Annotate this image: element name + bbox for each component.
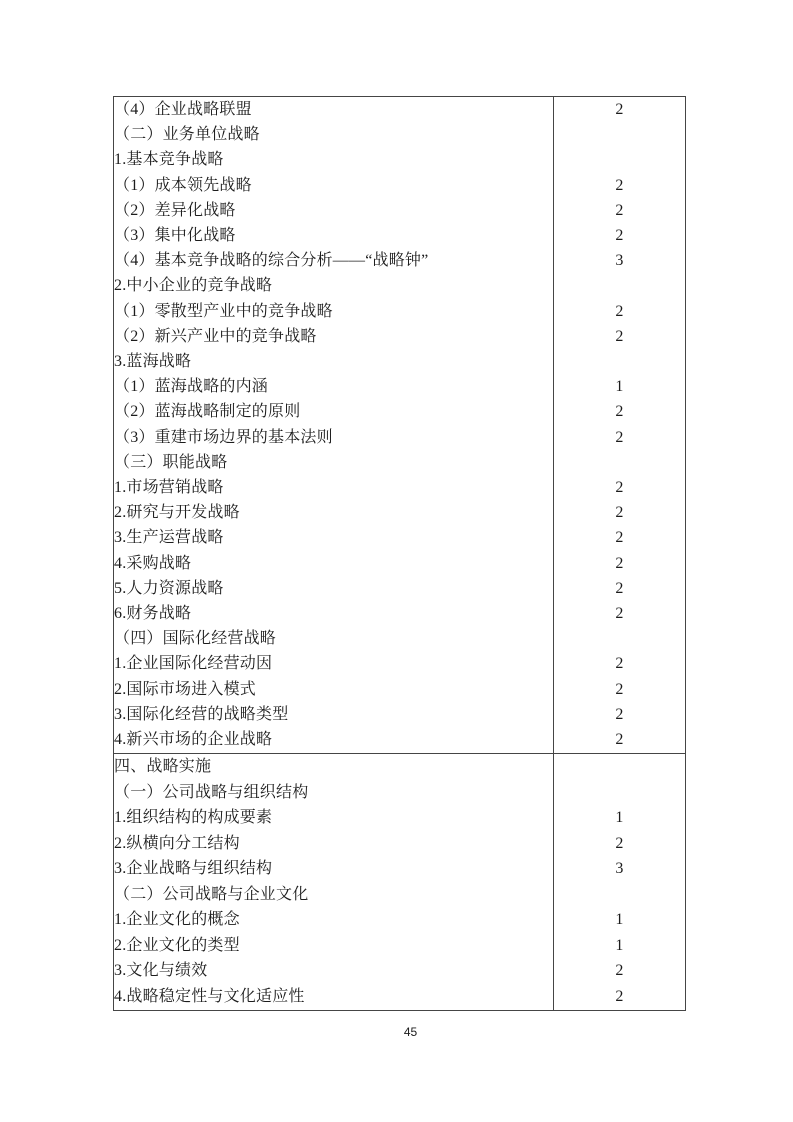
topic-line: 1.基本竞争战略: [114, 151, 224, 169]
topic-line: 1.组织结构的构成要素: [114, 809, 273, 827]
topic-line: 4.采购战略: [114, 554, 192, 572]
score-line: [554, 147, 685, 172]
score-line: 1: [615, 378, 624, 396]
table-section-row: [114, 754, 686, 1011]
score-line: 1: [615, 936, 624, 954]
score-line: [554, 273, 685, 298]
topic-line: 3.国际化经营的战略类型: [114, 705, 289, 723]
topic-cell: [114, 97, 554, 754]
topic-line: （4）基本竞争战略的综合分析——“战略钟”: [114, 252, 429, 270]
topic-line: 2.国际市场进入模式: [114, 680, 257, 698]
score-line: 2: [615, 428, 624, 446]
score-line: 2: [615, 962, 624, 980]
topic-line: 4.战略稳定性与文化适应性: [114, 987, 305, 1005]
table-section-row: [114, 97, 686, 754]
score-line: 2: [615, 302, 624, 320]
topic-line: 2.企业文化的类型: [114, 936, 240, 954]
score-line: 1: [615, 911, 624, 929]
topic-line: 3.蓝海战略: [114, 353, 192, 371]
score-line: [554, 450, 685, 475]
score-line: 2: [615, 176, 624, 194]
score-line: 2: [615, 605, 624, 623]
score-line: 2: [615, 655, 624, 673]
topic-line: （四）国际化经营战略: [114, 630, 277, 648]
score-line: 2: [615, 554, 624, 572]
score-line: [554, 754, 685, 780]
score-line: 2: [615, 227, 624, 245]
score-cell: [554, 97, 686, 754]
topic-line: （2）新兴产业中的竞争战略: [114, 327, 317, 345]
topic-line: （一）公司战略与组织结构: [114, 783, 309, 801]
score-cell: [554, 754, 686, 1011]
topic-line: 4.新兴市场的企业战略: [114, 731, 273, 749]
topic-line: （二）公司战略与企业文化: [114, 885, 309, 903]
score-line: 2: [615, 479, 624, 497]
topic-line: 6.财务战略: [114, 605, 192, 623]
page-footer: [0, 1024, 793, 1040]
topic-line: （4）企业战略联盟: [114, 101, 252, 118]
score-line: [554, 349, 685, 374]
score-line: 2: [615, 834, 624, 852]
topic-line: （2）差异化战略: [114, 201, 236, 219]
score-line: 1: [615, 809, 624, 827]
score-line: 2: [615, 529, 624, 547]
topic-line: 1.企业国际化经营动因: [114, 655, 273, 673]
topic-line: 2.中小企业的竞争战略: [114, 277, 273, 295]
topic-line: （1）零散型产业中的竞争战略: [114, 302, 333, 320]
topic-line: （三）职能战略: [114, 453, 228, 471]
topic-line: （3）重建市场边界的基本法则: [114, 428, 333, 446]
page-number: 45: [403, 1025, 418, 1039]
score-line: 2: [615, 705, 624, 723]
score-line: 2: [615, 403, 624, 421]
score-line: 2: [615, 680, 624, 698]
topic-line: （1）蓝海战略的内涵: [114, 378, 269, 396]
score-line: [554, 122, 685, 147]
topic-line: 2.纵横向分工结构: [114, 834, 240, 852]
topic-line: 3.生产运营战略: [114, 529, 224, 547]
score-line: 3: [615, 252, 624, 270]
topic-cell: [114, 754, 554, 1011]
score-line: 2: [615, 201, 624, 219]
score-line: 2: [615, 579, 624, 597]
syllabus-table: [113, 96, 686, 1011]
topic-line: 2.研究与开发战略: [114, 504, 240, 522]
topic-line: 1.市场营销战略: [114, 479, 224, 497]
score-line: 2: [615, 731, 624, 749]
score-line: [554, 780, 685, 806]
score-line: 2: [615, 101, 624, 118]
topic-line: （3）集中化战略: [114, 227, 236, 245]
score-line: 2: [615, 504, 624, 522]
topic-line: 四、战略实施: [114, 758, 212, 775]
topic-line: （1）成本领先战略: [114, 176, 252, 194]
topic-line: 5.人力资源战略: [114, 579, 224, 597]
topic-line: （2）蓝海战略制定的原则: [114, 403, 301, 421]
topic-line: 1.企业文化的概念: [114, 911, 240, 929]
score-line: [554, 626, 685, 651]
topic-line: （二）业务单位战略: [114, 126, 260, 144]
score-line: 2: [615, 987, 624, 1005]
score-line: 2: [615, 327, 624, 345]
topic-line: 3.文化与绩效: [114, 962, 208, 980]
topic-line: 3.企业战略与组织结构: [114, 860, 273, 878]
score-line: 3: [615, 860, 624, 878]
score-line: [554, 882, 685, 908]
